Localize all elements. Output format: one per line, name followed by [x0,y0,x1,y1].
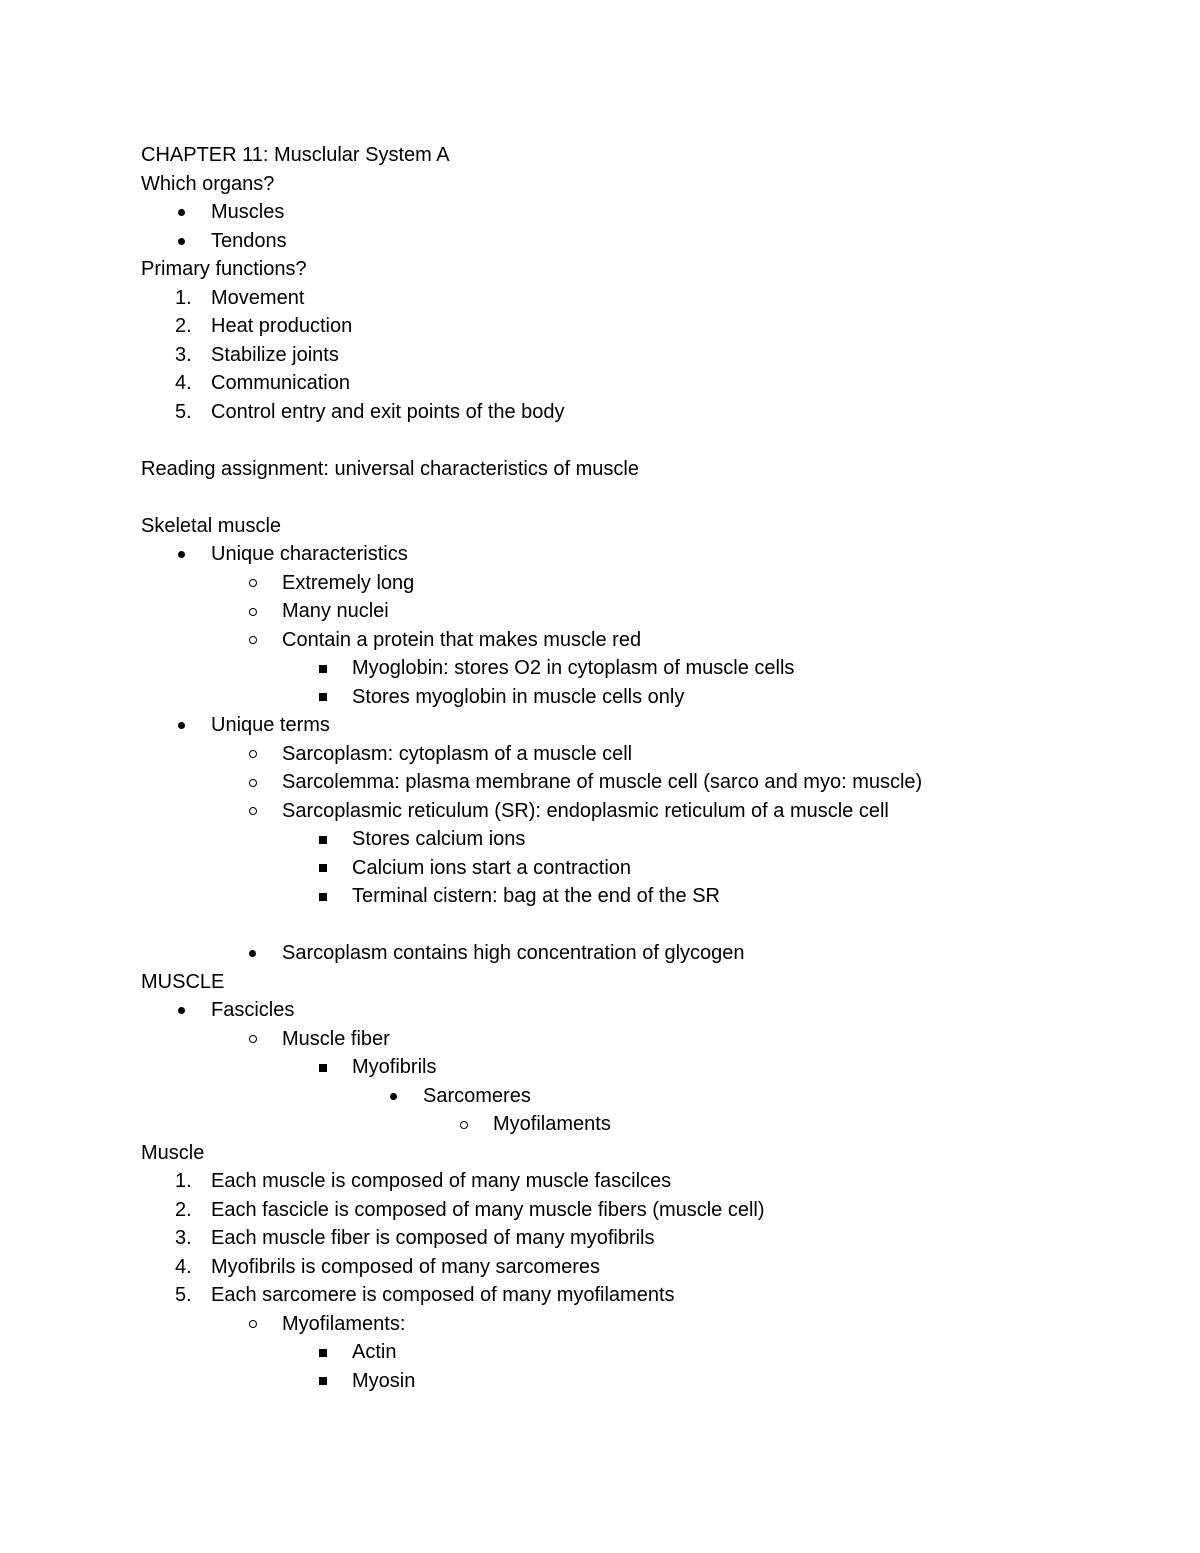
list-item-text: Actin [352,1341,397,1363]
list-item [0,284,1200,313]
list-item-text: Extremely long [282,571,415,594]
list-number: 2. [175,1198,192,1221]
list-item [0,1310,1200,1339]
blank-line [0,483,1200,512]
list-item [0,1167,1200,1196]
list-item [0,1053,1200,1082]
bullet-square-icon [319,1367,327,1396]
bullet-circle-icon [249,768,257,797]
list-item-text: Unique terms [211,714,330,736]
list-item-text: Contain a protein that makes muscle red [282,628,642,651]
list-number: 4. [175,1255,192,1278]
list-item [0,683,1200,712]
list-item-text: Sarcomeres [423,1084,531,1107]
list-item-text: Terminal cistern: bag at the end of the SR [352,885,720,907]
list-item-text: Sarcoplasm contains high concentration of glycogen [282,942,745,964]
list-number: 1. [175,1170,192,1192]
list-item-text: Myosin [352,1369,416,1392]
list-item [0,654,1200,683]
bullet-square-icon [319,1338,327,1367]
list-item [0,882,1200,911]
list-item-text: Myofilaments: [282,1312,406,1335]
text-line [0,1139,1200,1168]
list-item [0,597,1200,626]
list-item-text: Unique characteristics [211,543,408,565]
heading-text: Primary functions? [141,258,307,280]
document-body [0,141,1200,1395]
list-item [0,312,1200,341]
list-item [0,398,1200,427]
list-number: 3. [175,343,192,366]
bullet-dot-icon [178,227,185,256]
bullet-square-icon [319,683,327,712]
list-item-text: Communication [211,372,350,394]
list-item-text: Each muscle fiber is composed of many myofibrils [211,1227,655,1249]
bullet-circle-icon [249,569,257,598]
list-item [0,1196,1200,1225]
bullet-square-icon [319,854,327,883]
list-item [0,569,1200,598]
list-item [0,1025,1200,1054]
list-item-text: Muscles [211,201,285,223]
list-item-text: Myofibrils is composed of many sarcomeres [211,1255,601,1278]
list-item-text: Fascicles [211,999,295,1021]
heading-text: CHAPTER 11: Musclular System A [141,144,450,166]
list-item [0,1110,1200,1139]
bullet-square-icon [319,825,327,854]
text-line [0,255,1200,284]
list-item [0,198,1200,227]
bullet-circle-icon [249,797,257,826]
list-item [0,854,1200,883]
heading-text: MUSCLE [141,970,225,993]
bullet-circle-icon [249,597,257,626]
list-item-text: Myoglobin: stores O2 in cytoplasm of muscle cells [352,657,795,679]
list-item [0,369,1200,398]
list-item-text: Each sarcomere is composed of many myofilaments [211,1284,675,1306]
bullet-square-icon [319,882,327,911]
list-number: 1. [175,286,192,309]
bullet-circle-icon [460,1110,468,1139]
heading-text: Which organs? [141,172,275,195]
bullet-circle-icon [249,626,257,655]
heading-text: Muscle [141,1141,205,1164]
text-line [0,968,1200,997]
list-item [0,1224,1200,1253]
list-item-text: Calcium ions start a contraction [352,856,632,879]
list-item [0,1281,1200,1310]
bullet-circle-icon [249,1025,257,1054]
list-item-text: Muscle fiber [282,1027,390,1050]
bullet-square-icon [319,1053,327,1082]
list-item [0,711,1200,740]
list-item [0,227,1200,256]
heading-text: Skeletal muscle [141,514,282,537]
list-number: 5. [175,400,192,423]
text-line [0,141,1200,170]
list-number: 3. [175,1227,192,1249]
list-item-text: Sarcolemma: plasma membrane of muscle cell (sarco and myo: muscle) [282,771,923,793]
list-item [0,825,1200,854]
list-item-text: Stores myoglobin in muscle cells only [352,685,685,708]
list-item [0,1367,1200,1396]
list-item-text: Movement [211,286,305,309]
bullet-dot-icon [249,939,256,968]
text-line [0,455,1200,484]
list-item-text: Tendons [211,229,287,252]
bullet-dot-icon [178,711,185,740]
list-item-text: Control entry and exit points of the body [211,400,565,423]
list-item-text: Heat production [211,315,353,337]
list-number: 2. [175,315,192,337]
list-item [0,540,1200,569]
heading-text: Reading assignment: universal characteristics of muscle [141,457,639,480]
list-item-text: Many nuclei [282,600,389,622]
list-item-text: Each fascicle is composed of many muscle fibers (muscle cell) [211,1198,765,1221]
list-item-text: Sarcoplasm: cytoplasm of a muscle cell [282,742,633,765]
list-item-text: Sarcoplasmic reticulum (SR): endoplasmic reticulum of a muscle cell [282,799,889,822]
bullet-dot-icon [390,1082,397,1111]
bullet-dot-icon [178,996,185,1025]
list-item [0,768,1200,797]
text-line [0,170,1200,199]
blank-line [0,911,1200,940]
text-line [0,512,1200,541]
blank-line [0,426,1200,455]
bullet-dot-icon [178,540,185,569]
list-item-text: Myofilaments [493,1113,611,1135]
bullet-dot-icon [178,198,185,227]
list-item [0,996,1200,1025]
list-item [0,341,1200,370]
list-item [0,939,1200,968]
bullet-square-icon [319,654,327,683]
list-item [0,1338,1200,1367]
list-item-text: Stabilize joints [211,343,339,366]
list-number: 4. [175,372,192,394]
bullet-circle-icon [249,740,257,769]
bullet-circle-icon [249,1310,257,1339]
list-item [0,797,1200,826]
list-number: 5. [175,1284,192,1306]
list-item [0,626,1200,655]
list-item [0,740,1200,769]
list-item [0,1253,1200,1282]
list-item-text: Myofibrils [352,1056,437,1078]
list-item-text: Each muscle is composed of many muscle fascilces [211,1170,672,1192]
list-item-text: Stores calcium ions [352,828,526,850]
list-item [0,1082,1200,1111]
